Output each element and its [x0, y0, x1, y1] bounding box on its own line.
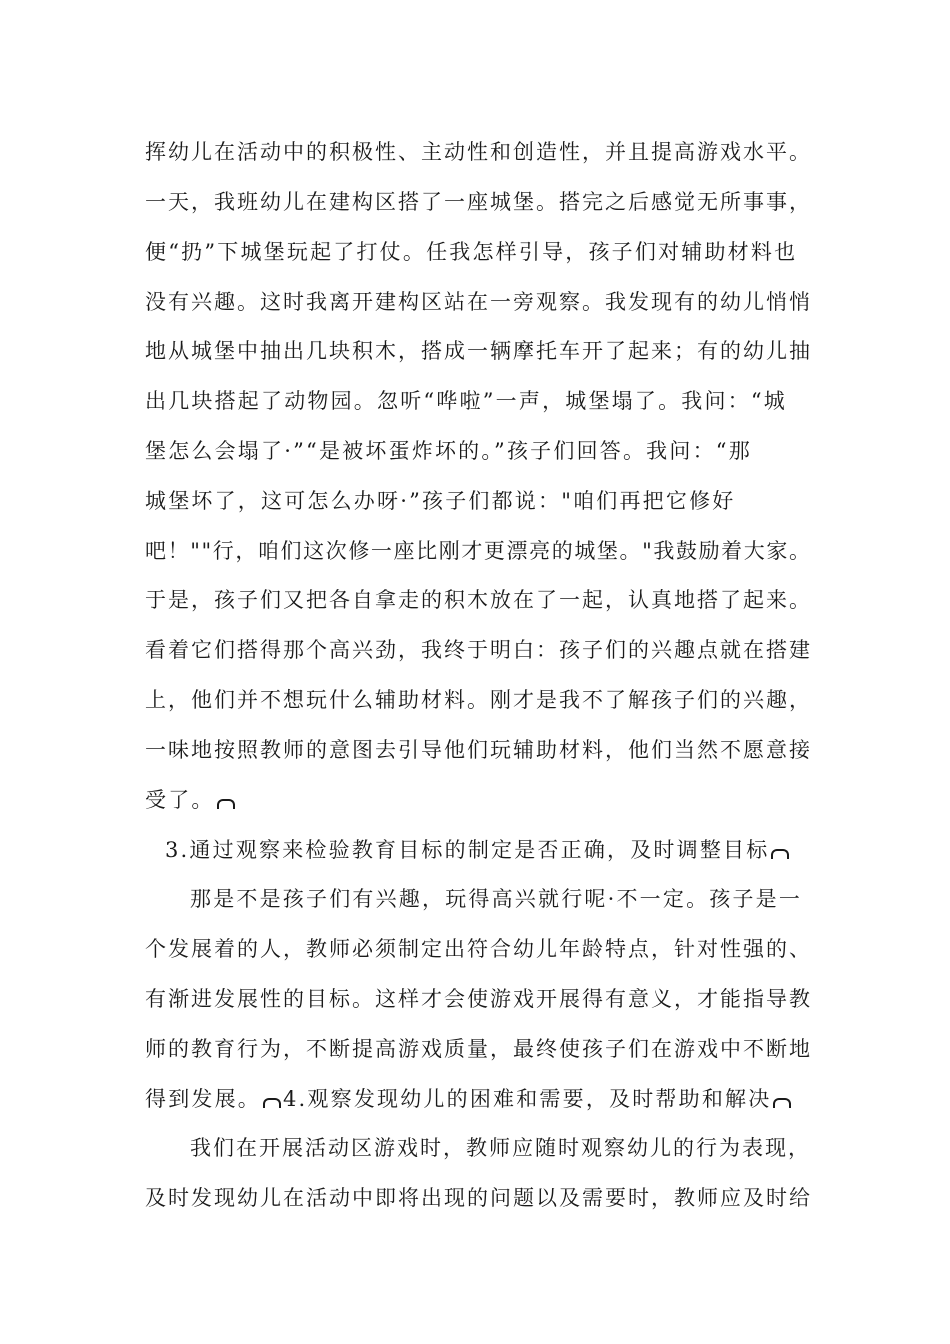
heading-text: 4.观察发现幼儿的困难和需要，及时帮助和解决 [283, 1087, 772, 1111]
line-text: 一味地按照教师的意图去引导他们玩辅助材料，他们当然不愿意接 [145, 738, 812, 762]
text-line [145, 635, 815, 665]
line-text: 上，他们并不想玩什么辅助材料。刚才是我不了解孩子们的兴趣， [145, 688, 812, 712]
line-text: 城堡坏了，这可怎么办呀·”孩子们都说："咱们再把它修好 [145, 489, 736, 513]
heading-text: 3.通过观察来检验教育目标的制定是否正确，及时调整目标 [165, 838, 770, 862]
line-text: 便“扔”下城堡玩起了打仗。任我怎样引导，孩子们对辅助材料也 [145, 240, 798, 264]
text-line [145, 984, 815, 1014]
text-line [145, 137, 815, 167]
text-line [145, 536, 815, 566]
paragraph-mark-icon [771, 849, 789, 859]
section-heading [165, 835, 815, 865]
text-line [145, 486, 815, 516]
line-text: 一天，我班幼儿在建构区搭了一座城堡。搭完之后感觉无所事事， [145, 190, 812, 214]
line-text: 地从城堡中抽出几块积木，搭成一辆摩托车开了起来；有的幼儿抽 [145, 339, 812, 363]
text-line [145, 1084, 815, 1114]
text-line [145, 1183, 815, 1213]
line-text: 没有兴趣。这时我离开建构区站在一旁观察。我发现有的幼儿悄悄 [145, 290, 812, 314]
line-text: 吧！""行，咱们这次修一座比刚才更漂亮的城堡。"我鼓励着大家。 [145, 539, 812, 563]
line-text: 个发展着的人，教师必须制定出符合幼儿年龄特点，针对性强的、 [145, 937, 812, 961]
line-text: 那是不是孩子们有兴趣，玩得高兴就行呢·不一定。孩子是一 [190, 887, 803, 911]
line-text: 我们在开展活动区游戏时，教师应随时观察幼儿的行为表现， [190, 1136, 811, 1160]
line-text: 师的教育行为，不断提高游戏质量，最终使孩子们在游戏中不断地 [145, 1037, 812, 1061]
text-line [145, 187, 815, 217]
text-line [145, 785, 815, 815]
paragraph-mark-icon [773, 1098, 791, 1108]
paragraph-mark-icon [263, 1098, 281, 1108]
text-line [145, 585, 815, 615]
text-line [145, 436, 815, 466]
paragraph-mark-icon [217, 799, 235, 809]
line-text: 及时发现幼儿在活动中即将出现的问题以及需要时，教师应及时给 [145, 1186, 812, 1210]
text-line [145, 336, 815, 366]
text-line [145, 934, 815, 964]
text-line [145, 287, 815, 317]
line-text: 得到发展。 [145, 1087, 261, 1111]
line-text: 出几块搭起了动物园。忽听“哗啦”一声，城堡塌了。我问：“城 [145, 389, 788, 413]
text-line [145, 685, 815, 715]
text-line [145, 1034, 815, 1064]
text-line [145, 237, 815, 267]
text-line [190, 884, 815, 914]
text-line [190, 1133, 815, 1163]
text-line [145, 386, 815, 416]
line-text: 看着它们搭得那个高兴劲，我终于明白：孩子们的兴趣点就在搭建 [145, 638, 812, 662]
line-text: 挥幼儿在活动中的积极性、主动性和创造性，并且提高游戏水平。 [145, 140, 812, 164]
line-text: 于是，孩子们又把各自拿走的积木放在了一起，认真地搭了起来。 [145, 588, 812, 612]
line-text: 有渐进发展性的目标。这样才会使游戏开展得有意义，才能指导教 [145, 987, 812, 1011]
line-text: 受了。 [145, 788, 215, 812]
line-text: 堡怎么会塌了·”“是被坏蛋炸坏的。”孩子们回答。我问：“那 [145, 439, 752, 463]
text-line [145, 735, 815, 765]
